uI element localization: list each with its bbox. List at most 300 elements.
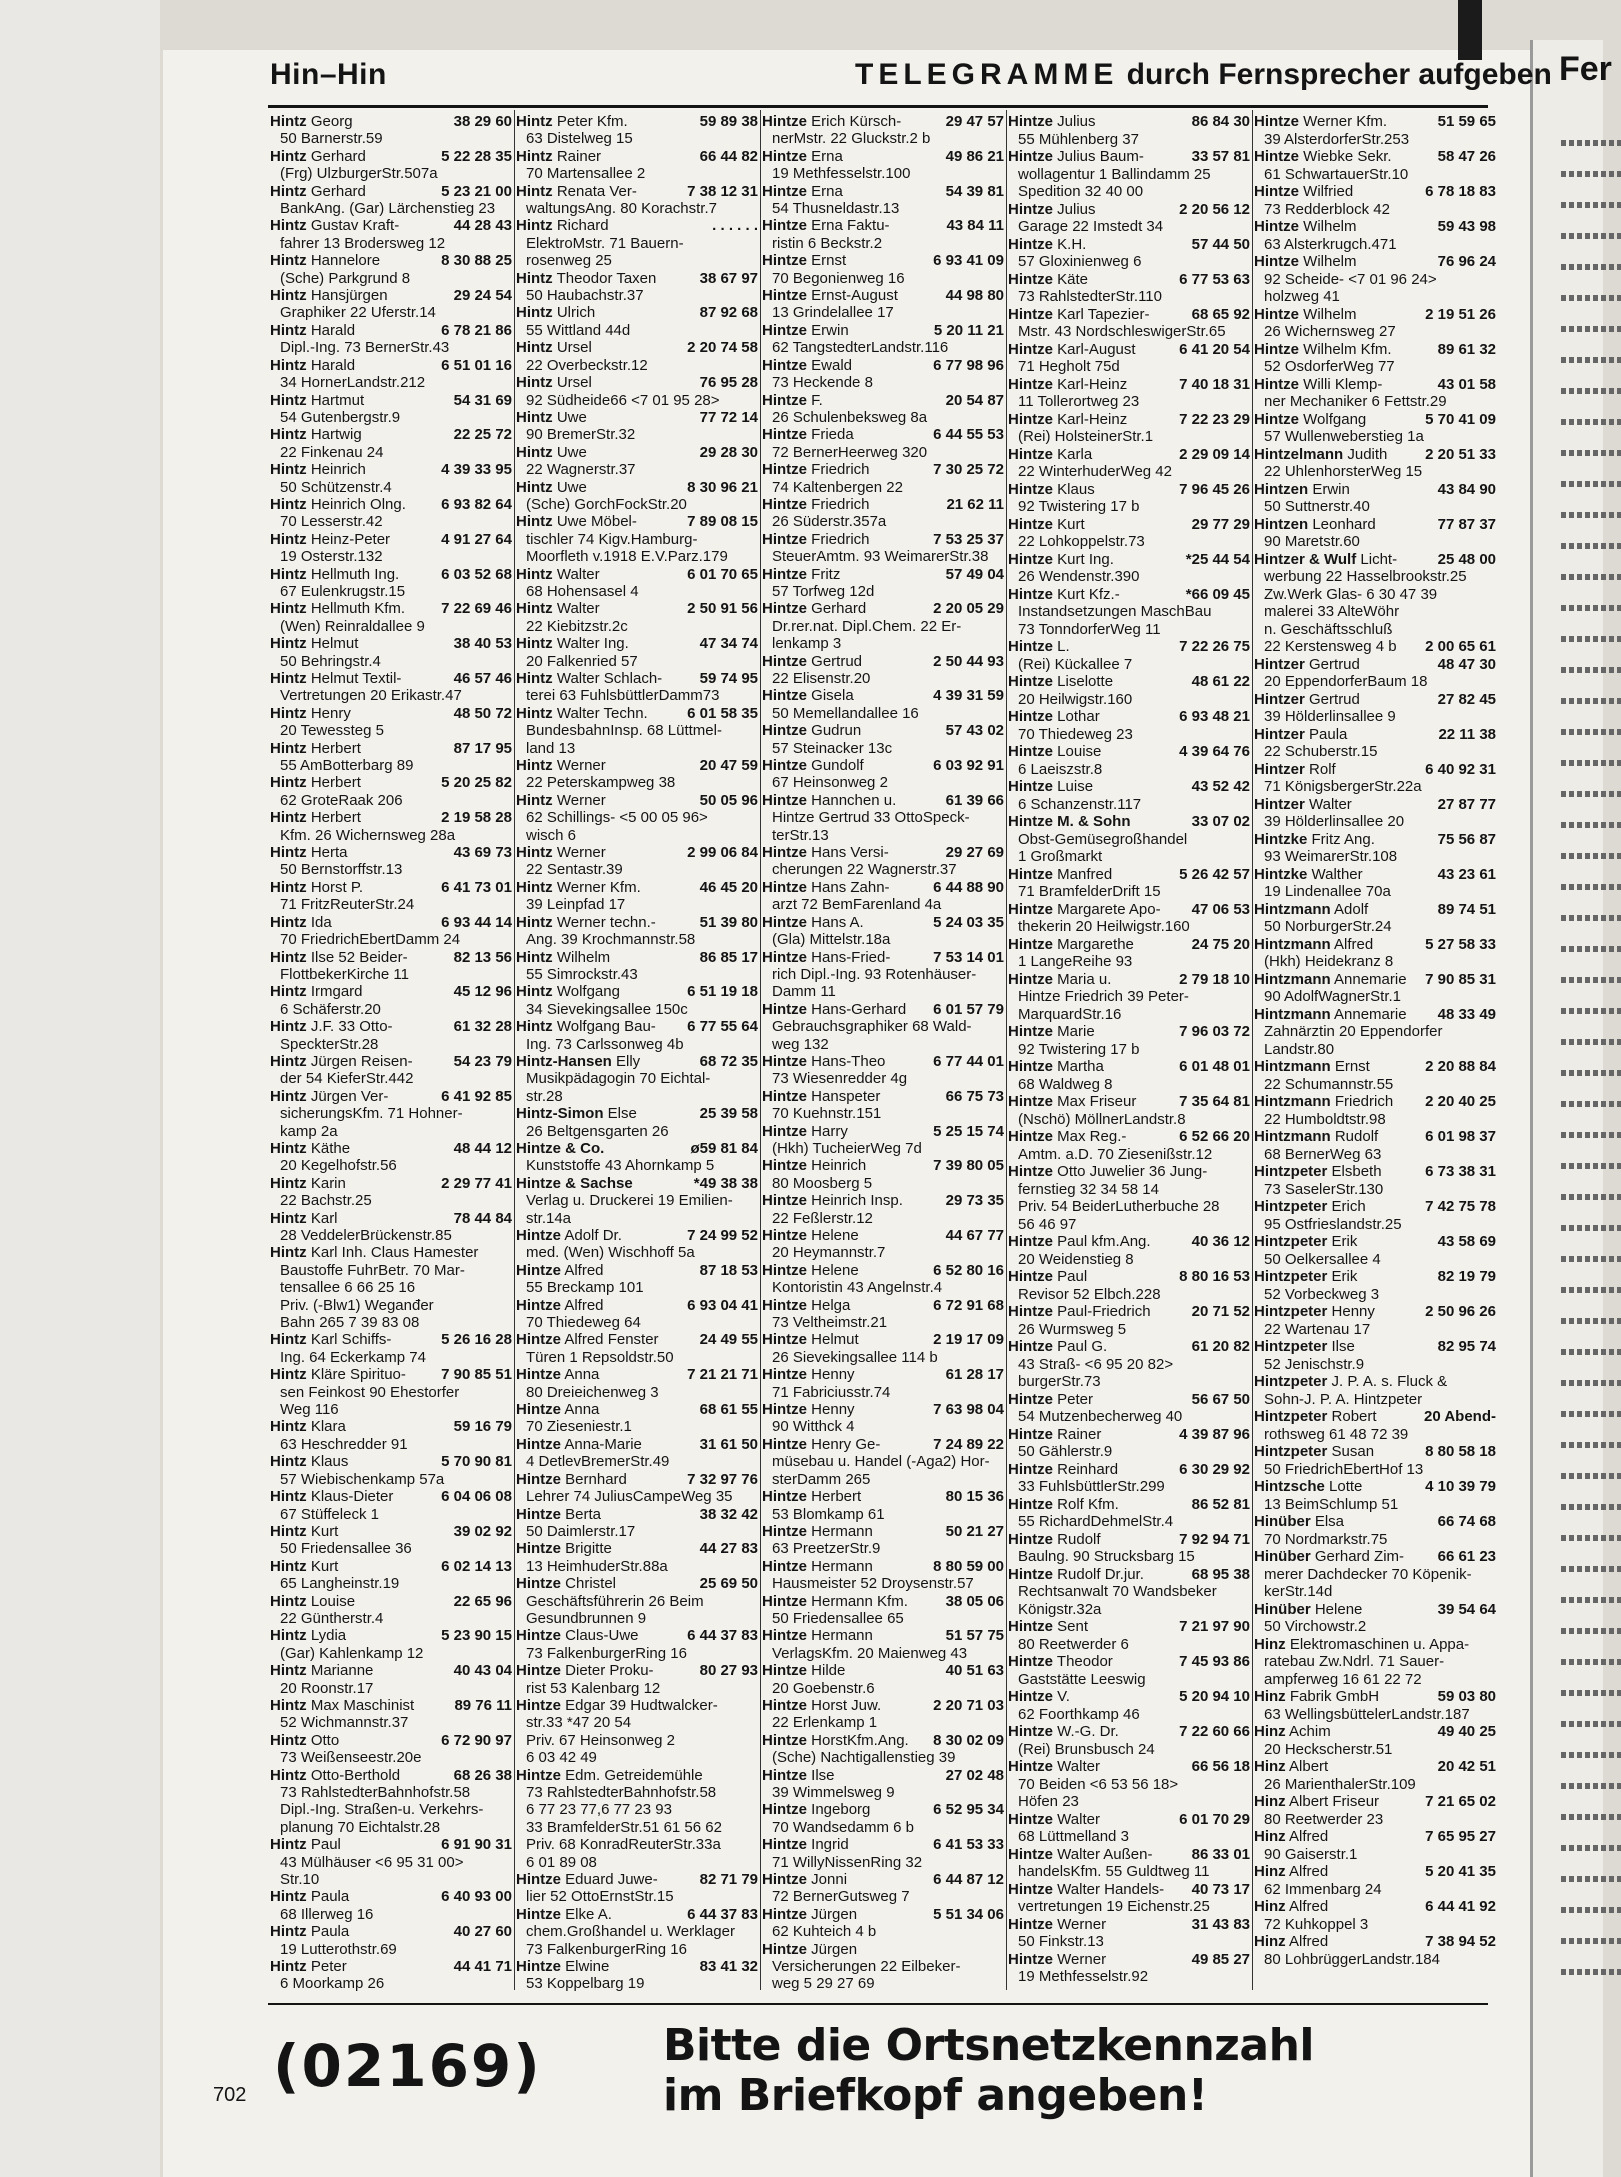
entry-surname: Hintze	[762, 844, 807, 862]
entry-address-line	[762, 513, 1004, 530]
entry-surname: Hintz	[516, 478, 553, 496]
entry-address: Revisor 52 Elbch.228	[1018, 1285, 1161, 1303]
entry-given-name: Hellmuth Ing.	[310, 565, 400, 583]
directory-entry	[762, 914, 1004, 949]
entry-first-line	[1008, 936, 1250, 954]
entry-address-line	[762, 1349, 1004, 1366]
entry-address: 73 TonndorferWeg 11	[1018, 620, 1161, 638]
entry-given-name: Theodor	[1056, 1653, 1113, 1670]
next-page-text-fragment	[1561, 1969, 1621, 1975]
entry-surname: Hintz	[270, 287, 307, 305]
entry-given-name: Horst P.	[310, 878, 364, 896]
entry-surname: Hintz	[270, 1696, 307, 1714]
entry-address: 50 FriedrichEbertHof 13	[1264, 1460, 1424, 1478]
entry-address-line	[1008, 691, 1250, 709]
entry-name	[516, 1471, 627, 1488]
entry-first-line	[516, 1871, 758, 1888]
entry-surname: Hintze	[1008, 1233, 1053, 1250]
entry-first-line	[762, 1192, 1004, 1209]
entry-address: 50 Suttnerstr.40	[1264, 498, 1370, 515]
directory-entry	[762, 1662, 1004, 1697]
entry-given-name: Uwe Möbel-	[556, 513, 637, 531]
entry-address: Kunststoffe 43 Ahornkamp 5	[526, 1157, 715, 1175]
entry-address: (Wen) Reinraldallee 9	[280, 617, 425, 635]
entry-phone: 31 61 50	[699, 1435, 758, 1453]
entry-first-line	[270, 1767, 512, 1784]
entry-phone: 8 30 96 21	[687, 478, 758, 496]
entry-first-line	[1254, 1933, 1496, 1951]
entry-surname: Hintze	[762, 913, 807, 931]
entry-given-name: Harry	[811, 1122, 848, 1140]
directory-entry	[516, 113, 758, 148]
directory-entry	[1008, 1391, 1250, 1426]
entry-phone: 82 95 74	[1437, 1338, 1496, 1355]
entry-given-name: Gerhard	[310, 147, 366, 165]
next-page-text-fragment	[1561, 1256, 1621, 1262]
entry-address-line	[1254, 1566, 1496, 1584]
entry-name	[516, 444, 587, 461]
entry-address: 52 Wichmannstr.37	[280, 1714, 409, 1732]
entry-first-line	[1008, 1811, 1250, 1829]
entry-name	[1254, 1373, 1447, 1391]
entry-address-line	[762, 1819, 1004, 1836]
entry-address-line	[1008, 253, 1250, 271]
next-page-text-fragment	[1561, 698, 1621, 704]
entry-surname: Hintz	[270, 182, 307, 200]
entry-given-name: Erik	[1331, 1268, 1358, 1285]
entry-phone: 7 22 26 75	[1179, 638, 1250, 655]
directory-entry	[1008, 236, 1250, 271]
entry-given-name: Käthe	[310, 1139, 351, 1157]
entry-first-line	[270, 1697, 512, 1714]
entry-phone: 50 05 96	[699, 791, 758, 809]
entry-given-name: Lydia	[310, 1627, 347, 1645]
entry-first-line	[516, 983, 758, 1000]
entry-address: wisch 6	[526, 826, 577, 844]
entry-surname: Hintzer	[1254, 725, 1305, 743]
entry-given-name: HorstKfm.Ang.	[811, 1731, 909, 1749]
next-page-text-fragment	[1561, 388, 1621, 394]
entry-first-line	[1254, 1233, 1496, 1251]
entry-address-line	[1254, 358, 1496, 376]
entry-name	[270, 1331, 391, 1348]
entry-address-line	[762, 409, 1004, 426]
directory-entry	[762, 687, 1004, 722]
entry-phone: 8 80 59 00	[933, 1557, 1004, 1575]
entry-phone: 6 01 70 65	[687, 565, 758, 583]
entry-surname: Hintz-Hansen	[516, 1052, 612, 1070]
entry-first-line	[270, 1923, 512, 1940]
entry-name	[762, 722, 861, 739]
directory-entry	[1008, 901, 1250, 936]
entry-first-line	[270, 635, 512, 652]
entry-name	[1254, 1058, 1370, 1076]
entry-address-line	[1008, 603, 1250, 621]
entry-phone: 66 56 18	[1191, 1758, 1250, 1775]
entry-address: 72 BernerHeerweg 320	[772, 443, 928, 461]
directory-entry	[1254, 796, 1496, 831]
entry-first-line	[516, 757, 758, 774]
entry-phone: 80 15 36	[945, 1488, 1004, 1506]
entry-name	[270, 183, 366, 200]
entry-name	[1254, 1688, 1379, 1706]
entry-address-line	[270, 130, 512, 147]
entry-phone: 2 50 91 56	[687, 600, 758, 618]
directory-entry	[1254, 1338, 1496, 1373]
directory-entry	[270, 1697, 512, 1732]
entry-name	[516, 339, 592, 356]
entry-name	[1254, 831, 1375, 849]
entry-address-line	[270, 1192, 512, 1209]
entry-given-name: Kurt	[310, 1557, 339, 1575]
entry-phone: 57 43 02	[945, 722, 1004, 740]
entry-address: rich Dipl.-Ing. 93 Rotenhäuser-	[772, 965, 977, 983]
entry-surname: Hintz-Simon	[516, 1105, 604, 1123]
entry-surname: Hinz	[1254, 1635, 1286, 1653]
entry-address-line	[1008, 1776, 1250, 1794]
entry-address-line	[762, 1680, 1004, 1697]
entry-address-line	[762, 896, 1004, 913]
entry-address: 54 Gutenbergstr.9	[280, 408, 401, 426]
entry-first-line	[270, 1331, 512, 1348]
directory-entry	[270, 1453, 512, 1488]
entry-surname: Hintz	[270, 1018, 307, 1036]
entry-first-line	[270, 1662, 512, 1679]
directory-entry	[1254, 691, 1496, 726]
header-slogan-rest: durch Fernsprecher aufgeben	[1126, 58, 1552, 91]
entry-first-line	[1254, 1898, 1496, 1916]
entry-first-line	[1008, 1093, 1250, 1111]
entry-first-line	[762, 687, 1004, 704]
entry-address: 63 Heschredder 91	[280, 1435, 408, 1453]
entry-name	[1254, 1408, 1377, 1426]
entry-name	[762, 1123, 848, 1140]
entry-surname: Hintzpeter	[1254, 1268, 1328, 1285]
entry-address-line	[762, 1714, 1004, 1731]
entry-phone: 76 96 24	[1437, 253, 1496, 270]
entry-address-line	[516, 200, 758, 217]
entry-address-line	[270, 1801, 512, 1818]
entry-given-name: Dieter Proku-	[565, 1662, 654, 1680]
entry-name	[1008, 516, 1085, 534]
entry-address-line	[516, 287, 758, 304]
entry-name	[516, 217, 609, 234]
entry-surname: Hintze	[762, 1940, 807, 1958]
entry-first-line	[762, 1123, 1004, 1140]
entry-first-line	[270, 217, 512, 234]
entry-given-name: Anna	[564, 1366, 600, 1384]
entry-name	[1254, 1863, 1328, 1881]
entry-name	[270, 531, 390, 548]
entry-name	[516, 148, 601, 165]
entry-address-line	[1254, 166, 1496, 184]
entry-name	[516, 409, 587, 426]
entry-address: 20 Tewessteg 5	[280, 722, 384, 740]
entry-phone: 43 84 90	[1437, 480, 1496, 498]
entry-address: 54 Mutzenbecherweg 40	[1018, 1408, 1183, 1425]
entry-address-line	[1008, 1041, 1250, 1059]
entry-first-line	[270, 252, 512, 269]
entry-address: 65 Langheinstr.19	[280, 1575, 400, 1593]
entry-phone: 40 73 17	[1191, 1880, 1250, 1898]
entry-address: 20 Kegelhofstr.56	[280, 1157, 397, 1175]
entry-surname: Hintzer	[1254, 655, 1305, 673]
entry-first-line	[762, 217, 1004, 234]
entry-given-name: Walter	[556, 565, 600, 583]
entry-address: BankAng. (Gar) Lärchenstieg 23	[280, 200, 496, 218]
entry-name	[1254, 1601, 1362, 1619]
entry-first-line	[1254, 1793, 1496, 1811]
entry-address-line	[762, 1506, 1004, 1523]
entry-address-line	[762, 479, 1004, 496]
entry-name	[270, 1053, 413, 1070]
entry-surname: Hintze	[1008, 375, 1053, 393]
directory-entry	[516, 1227, 758, 1262]
entry-surname: Hintze	[762, 1261, 807, 1279]
entry-first-line	[1254, 1548, 1496, 1566]
entry-address: 50 Gählerstr.9	[1018, 1443, 1113, 1460]
entry-first-line	[516, 1540, 758, 1557]
entry-address-line	[270, 1749, 512, 1766]
entry-given-name: Karin	[310, 1174, 346, 1192]
entry-address: Gaststätte Leeswig	[1018, 1670, 1146, 1688]
entry-first-line	[1254, 1093, 1496, 1111]
entry-name	[516, 1105, 637, 1122]
column-entries	[270, 113, 512, 1993]
entry-surname: Hintze	[1008, 515, 1053, 533]
entry-address: Priv. 67 Heinsonweg 2	[526, 1731, 675, 1749]
directory-entry	[1254, 341, 1496, 376]
entry-address-line	[762, 1975, 1004, 1992]
entry-address-line	[516, 1279, 758, 1296]
entry-given-name: Ingeborg	[811, 1801, 871, 1819]
directory-entry	[762, 217, 1004, 252]
entry-first-line	[762, 1488, 1004, 1505]
entry-surname: Hintze	[1008, 1653, 1053, 1670]
entry-address: 26 MarienthalerStr.109	[1264, 1775, 1416, 1793]
entry-surname: Hintze	[1008, 1758, 1053, 1775]
entry-given-name: Annemarie	[1334, 970, 1407, 988]
directory-entry	[1008, 1496, 1250, 1531]
entry-given-name: Werner	[556, 757, 606, 775]
entry-name	[270, 740, 361, 757]
entry-name	[270, 1732, 339, 1749]
entry-first-line	[516, 1053, 758, 1070]
entry-first-line	[1008, 1426, 1250, 1444]
entry-address-line	[1008, 656, 1250, 674]
entry-name	[270, 1558, 338, 1575]
entry-first-line	[516, 1627, 758, 1644]
entry-surname: Hintze	[762, 1592, 807, 1610]
entry-given-name: Alfred	[564, 1261, 604, 1279]
entry-address-line	[1008, 1373, 1250, 1391]
entry-address-line	[762, 635, 1004, 652]
directory-entry	[1008, 1811, 1250, 1846]
entry-surname: Hintze	[762, 1366, 807, 1384]
directory-entry	[516, 183, 758, 218]
entry-address-line	[1008, 1513, 1250, 1531]
directory-entry	[1008, 376, 1250, 411]
entry-surname: Hintze	[762, 1087, 807, 1105]
entry-phone: 51 39 80	[699, 913, 758, 931]
entry-phone: 44 27 83	[699, 1540, 758, 1558]
entry-address: kerStr.14d	[1264, 1583, 1333, 1600]
entry-surname: Hintz	[270, 1836, 307, 1854]
entry-address: malerei 33 AlteWöhr	[1264, 603, 1400, 620]
entry-name	[270, 252, 380, 269]
directory-entry	[1008, 1688, 1250, 1723]
entry-address-line	[1254, 1111, 1496, 1129]
directory-entry	[270, 1018, 512, 1053]
directory-entry	[762, 1871, 1004, 1906]
entry-address-line	[516, 740, 758, 757]
entry-address: 55 RichardDehmelStr.4	[1018, 1513, 1174, 1530]
entry-first-line	[270, 914, 512, 931]
entry-address-line	[1008, 218, 1250, 236]
entry-phone: 6 41 20 54	[1179, 340, 1250, 358]
entry-first-line	[516, 1471, 758, 1488]
entry-given-name: Paul G.	[1057, 1338, 1108, 1355]
entry-address: sicherungsKfm. 71 Hohner-	[280, 1105, 463, 1123]
directory-entry	[1008, 516, 1250, 551]
entry-address: (Hkh) Heidekranz 8	[1264, 953, 1394, 970]
entry-first-line	[1008, 1758, 1250, 1776]
entry-given-name: Luise	[1057, 778, 1094, 795]
entry-surname: Hintze	[1008, 743, 1053, 760]
entry-given-name: Werner Kfm.	[556, 878, 641, 896]
directory-entry	[516, 635, 758, 670]
entry-name	[516, 1767, 703, 1784]
entry-address: 72 Kuhkoppel 3	[1264, 1915, 1369, 1933]
entry-name	[1008, 708, 1100, 726]
entry-phone: 68 65 92	[1191, 305, 1250, 323]
listing-column-3	[762, 113, 1004, 1993]
directory-entry	[1008, 971, 1250, 1024]
entry-given-name: Karl Inh. Claus Hamester	[310, 1244, 479, 1262]
next-page-text-fragment	[1561, 946, 1621, 952]
listing-column-4	[1008, 113, 1250, 1993]
entry-phone: 7 40 18 31	[1179, 375, 1250, 393]
entry-phone: 6 51 19 18	[687, 983, 758, 1001]
entry-phone: 82 71 79	[699, 1871, 758, 1889]
entry-given-name: Erna	[811, 147, 843, 165]
listing-column-1	[270, 113, 512, 1993]
entry-phone: 8 80 16 53	[1179, 1268, 1250, 1285]
entry-name	[762, 1262, 859, 1279]
entry-first-line	[270, 1523, 512, 1540]
entry-given-name: Walther	[1311, 865, 1363, 883]
entry-surname: Hintze	[516, 1766, 561, 1784]
entry-name	[516, 983, 620, 1000]
directory-entry	[1008, 1723, 1250, 1758]
entry-address-line	[516, 1244, 758, 1261]
next-page-text-fragment	[1561, 1566, 1621, 1572]
entry-address-line	[1008, 1601, 1250, 1619]
entry-surname: Hintz	[516, 147, 553, 165]
entry-phone: 2 50 96 26	[1425, 1303, 1496, 1320]
next-page-text-fragment	[1561, 512, 1621, 518]
entry-address-line	[1254, 988, 1496, 1006]
entry-phone: 40 27 60	[453, 1923, 512, 1941]
directory-entry	[516, 600, 758, 635]
column-entries	[1254, 113, 1496, 1968]
entry-address: cherungen 22 Wagnerstr.37	[772, 861, 957, 879]
entry-first-line	[270, 1888, 512, 1905]
directory-entry	[1254, 1093, 1496, 1128]
entry-address: Gebrauchsgraphiker 68 Wald-	[772, 1018, 972, 1036]
entry-phone: 45 12 96	[453, 983, 512, 1001]
entry-phone: 68 95 38	[1191, 1565, 1250, 1583]
entry-address-line	[762, 200, 1004, 217]
entry-address-line	[270, 513, 512, 530]
entry-address-line	[1254, 953, 1496, 971]
entry-name	[762, 600, 866, 617]
entry-address-line	[762, 444, 1004, 461]
entry-address-line	[762, 1958, 1004, 1975]
entry-phone: 29 27 69	[945, 844, 1004, 862]
entry-surname: Hintze	[1008, 900, 1053, 918]
entry-address: 70 Beiden <6 53 56 18>	[1018, 1775, 1179, 1793]
entry-phone: 6 52 66 20	[1179, 1128, 1250, 1145]
entry-name	[1254, 1338, 1355, 1356]
directory-entry	[762, 1262, 1004, 1297]
entry-phone: 40 51 63	[945, 1662, 1004, 1680]
entry-first-line	[1254, 516, 1496, 534]
next-page-text-fragment	[1561, 574, 1621, 580]
entry-given-name: Ernst	[811, 252, 847, 270]
entry-given-name: Julius	[1057, 113, 1096, 130]
entry-address: 93 WeimarerStr.108	[1264, 848, 1398, 865]
entry-name	[1254, 1548, 1404, 1566]
entry-address: 1 LangeReihe 93	[1018, 953, 1133, 970]
entry-address: 52 Vorbeckweg 3	[1264, 1285, 1380, 1303]
entry-first-line	[1008, 411, 1250, 429]
entry-name	[270, 496, 406, 513]
area-code: (02169)	[273, 2032, 542, 2100]
entry-address-line	[762, 618, 1004, 635]
entry-phone: 48 61 22	[1191, 673, 1250, 690]
directory-entry	[762, 1001, 1004, 1053]
entry-name	[516, 1958, 609, 1975]
entry-given-name: Alfred	[1289, 1863, 1329, 1880]
entry-name	[1008, 778, 1093, 796]
entry-address-line	[762, 1540, 1004, 1557]
next-page-text-fragment	[1561, 1163, 1621, 1169]
entry-address: (Sche) Nachtigallenstieg 39	[772, 1749, 956, 1767]
binding-shadow	[1458, 0, 1482, 60]
entry-given-name: Wiebke Sekr.	[1303, 148, 1392, 165]
next-page-text-fragment	[1561, 326, 1621, 332]
entry-given-name: Wolfgang	[556, 983, 620, 1001]
directory-entry	[270, 1593, 512, 1628]
entry-given-name: Renata Ver-	[556, 182, 637, 200]
entry-name	[516, 757, 606, 774]
entry-address: werbung 22 Hasselbrookstr.25	[1264, 568, 1467, 585]
entry-address-line	[762, 1471, 1004, 1488]
entry-address: Priv. 68 KonradReuterStr.33a	[526, 1836, 721, 1854]
entry-address: tischler 74 Kigv.Hamburg-	[526, 530, 698, 548]
entry-surname: Hintze	[762, 1522, 807, 1540]
entry-phone: 87 17 95	[453, 739, 512, 757]
entry-name	[1008, 1426, 1101, 1444]
entry-given-name: Albert	[1289, 1758, 1329, 1775]
entry-given-name: Friedrich	[811, 530, 870, 548]
entry-address: 22 Feßlerstr.12	[772, 1209, 873, 1227]
entry-phone: 48 47 30	[1437, 655, 1496, 673]
entry-address-line	[516, 653, 758, 670]
entry-phone: 22 25 72	[453, 426, 512, 444]
entry-surname: Hinz	[1254, 1723, 1286, 1740]
